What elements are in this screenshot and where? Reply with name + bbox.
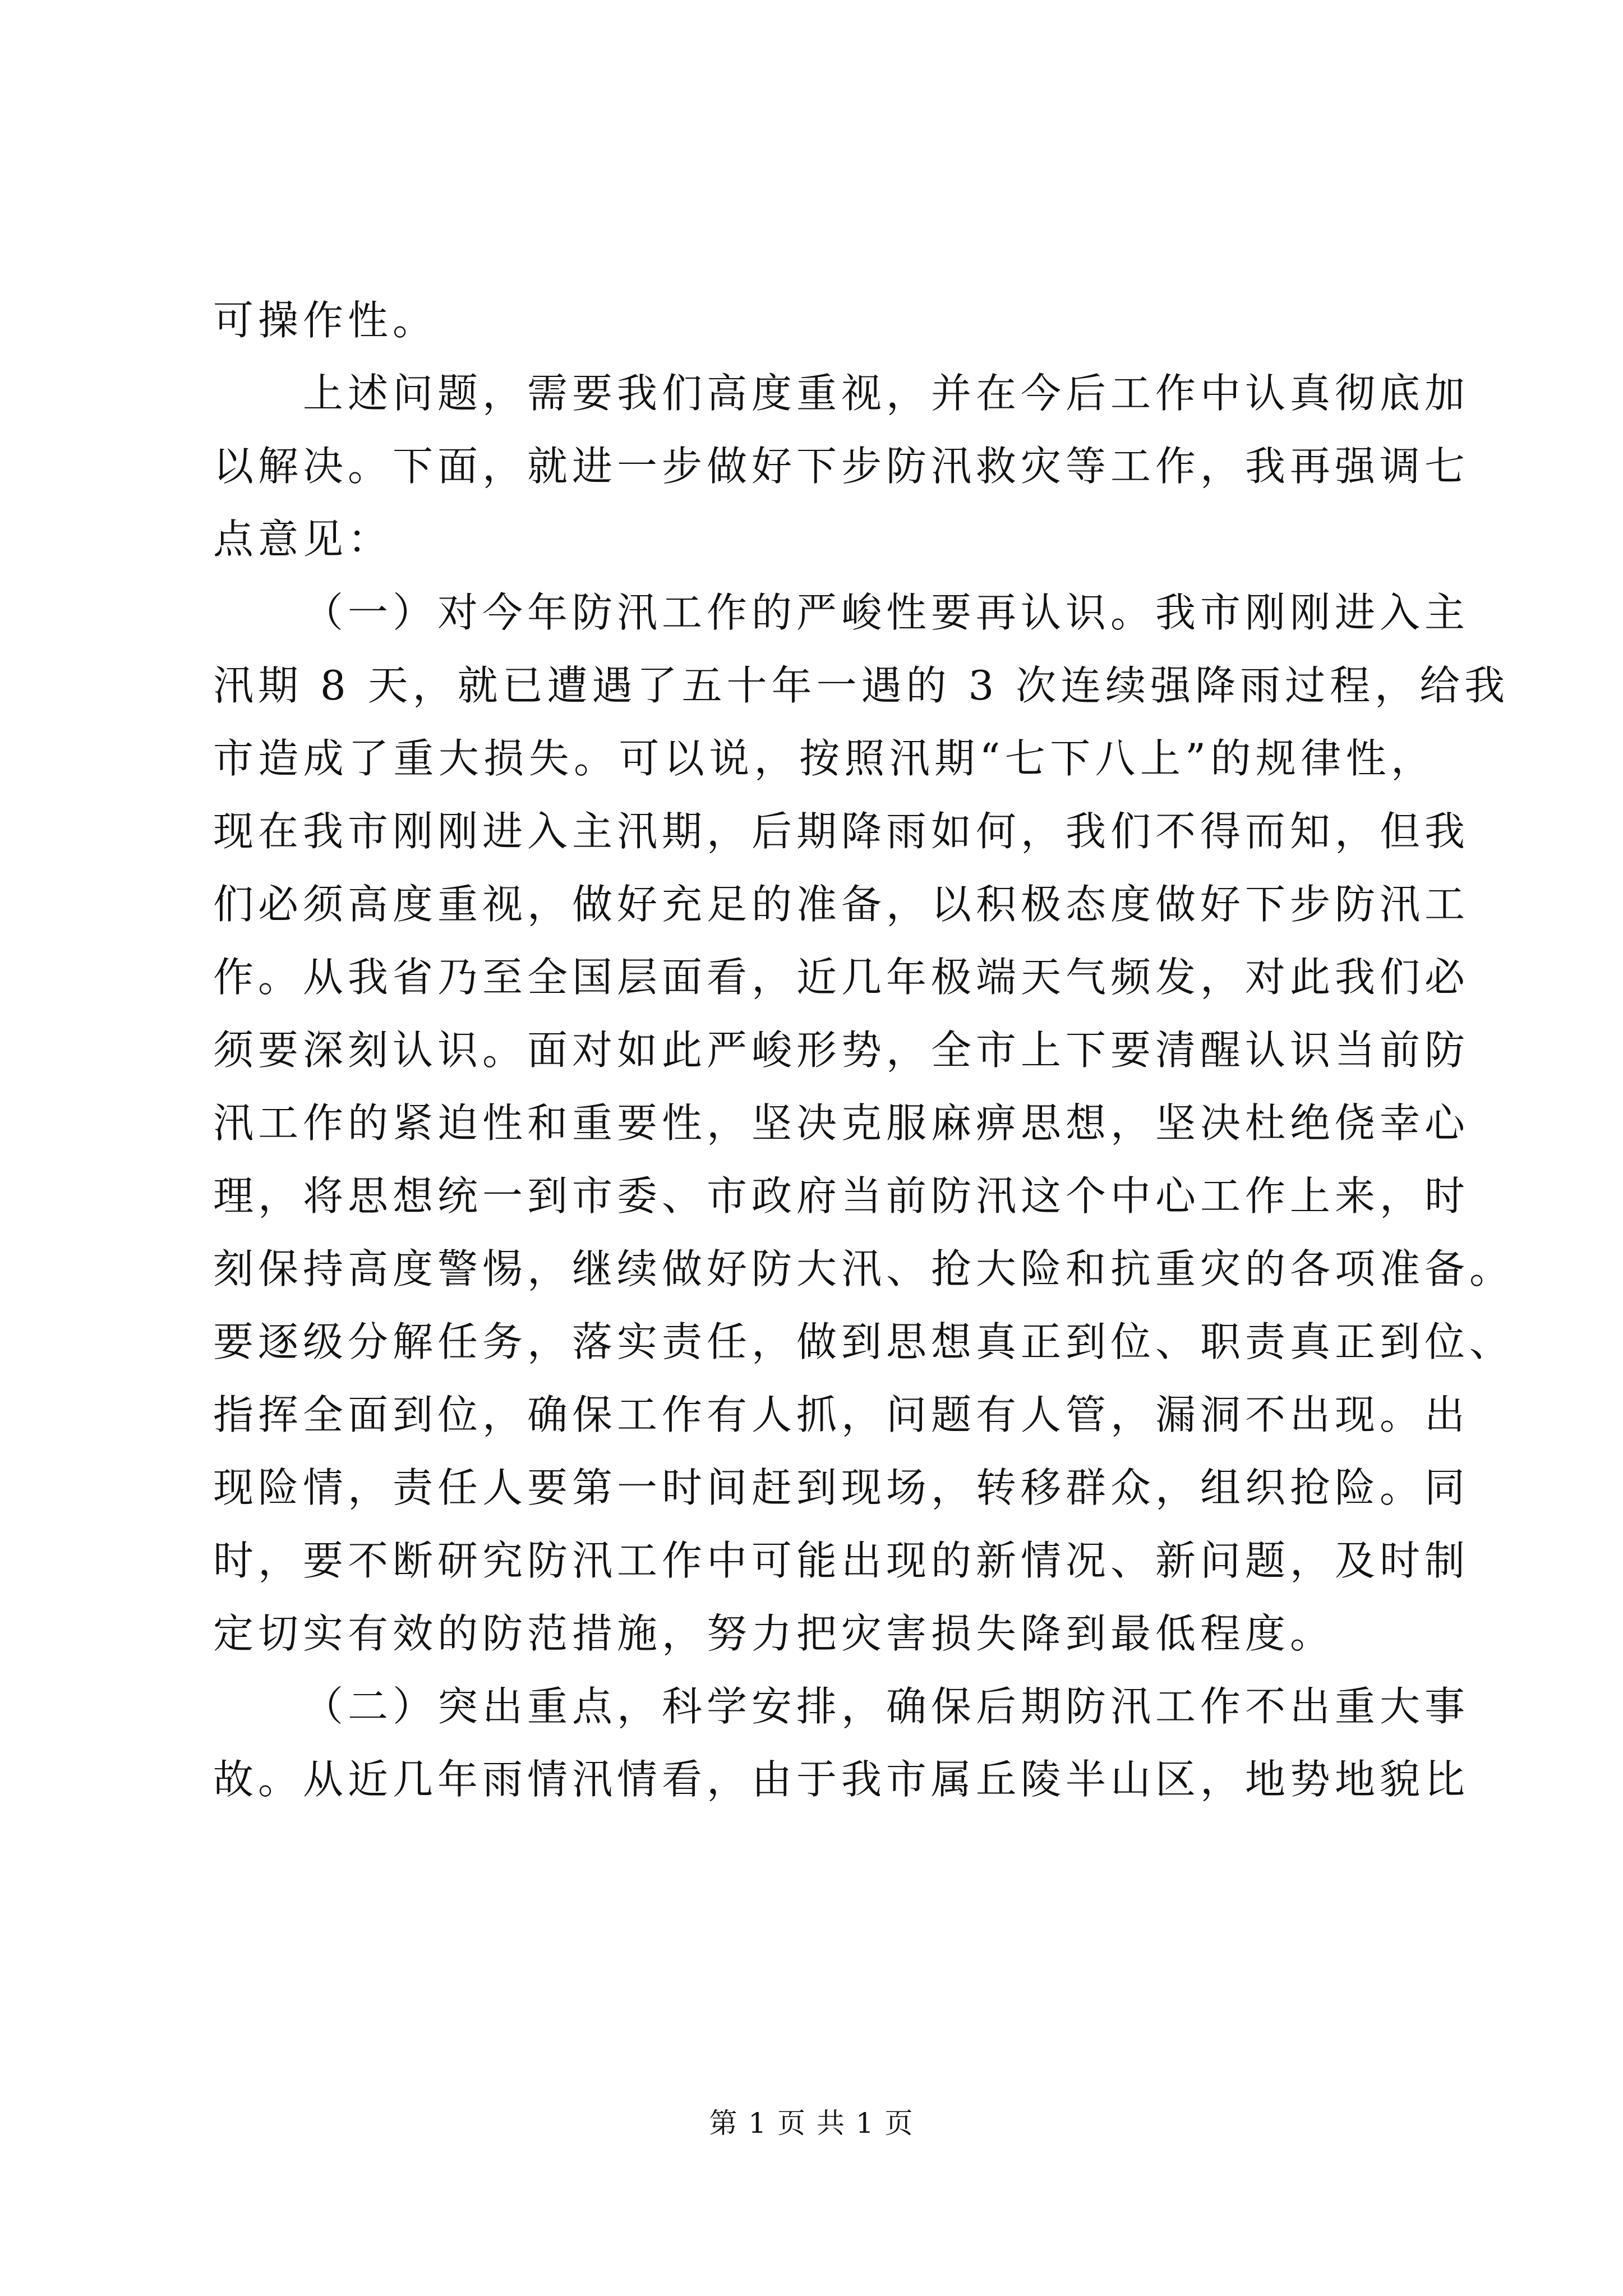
text-line: 时，要不断研究防汛工作中可能出现的新情况、新问题，及时制 [213,1537,1470,1584]
text-line: 刻保持高度警惕，继续做好防大汛、抢大险和抗重灾的各项准备。 [213,1245,1515,1292]
text-line: 上述问题，需要我们高度重视，并在今后工作中认真彻底加 [303,370,1470,417]
text-line: 们必须高度重视，做好充足的准备，以积极态度做好下步防汛工 [213,881,1470,928]
text-line: 汛期 8 天，就已遭遇了五十年一遇的 3 次连续强降雨过程，给我 [213,662,1510,709]
text-line: 指挥全面到位，确保工作有人抓，问题有人管，漏洞不出现。出 [213,1391,1470,1438]
text-line: 定切实有效的防范措施，努力把灾害损失降到最低程度。 [213,1610,1335,1657]
text-line: 以解决。下面，就进一步做好下步防汛救灾等工作，我再强调七 [213,443,1470,490]
text-line: 可操作性。 [213,297,438,344]
text-line: 要逐级分解任务，落实责任，做到思想真正到位、职责真正到位、 [213,1318,1515,1365]
text-line: 现在我市刚刚进入主汛期，后期降雨如何，我们不得而知，但我 [213,808,1470,855]
text-line: 现险情，责任人要第一时间赶到现场，转移群众，组织抢险。同 [213,1464,1470,1511]
text-line: 须要深刻认识。面对如此严峻形势，全市上下要清醒认识当前防 [213,1027,1470,1074]
page-footer: 第 1 页 共 1 页 [709,2107,914,2139]
text-line: 作。从我省乃至全国层面看，近几年极端天气频发，对此我们必 [213,954,1470,1001]
text-line: 点意见： [213,516,393,563]
text-line: 理，将思想统一到市委、市政府当前防汛这个中心工作上来，时 [213,1172,1470,1220]
text-line: 汛工作的紧迫性和重要性，坚决克服麻痹思想，坚决杜绝侥幸心 [213,1099,1470,1147]
text-line: （一）对今年防汛工作的严峻性要再认识。我市刚刚进入主 [303,589,1470,636]
text-line: 故。从近几年雨情汛情看，由于我市属丘陵半山区，地势地貌比 [213,1756,1470,1803]
text-line: （二）突出重点，科学安排，确保后期防汛工作不出重大事 [303,1683,1470,1730]
text-line: 市造成了重大损失。可以说，按照汛期“七下八上”的规律性， [213,735,1436,782]
